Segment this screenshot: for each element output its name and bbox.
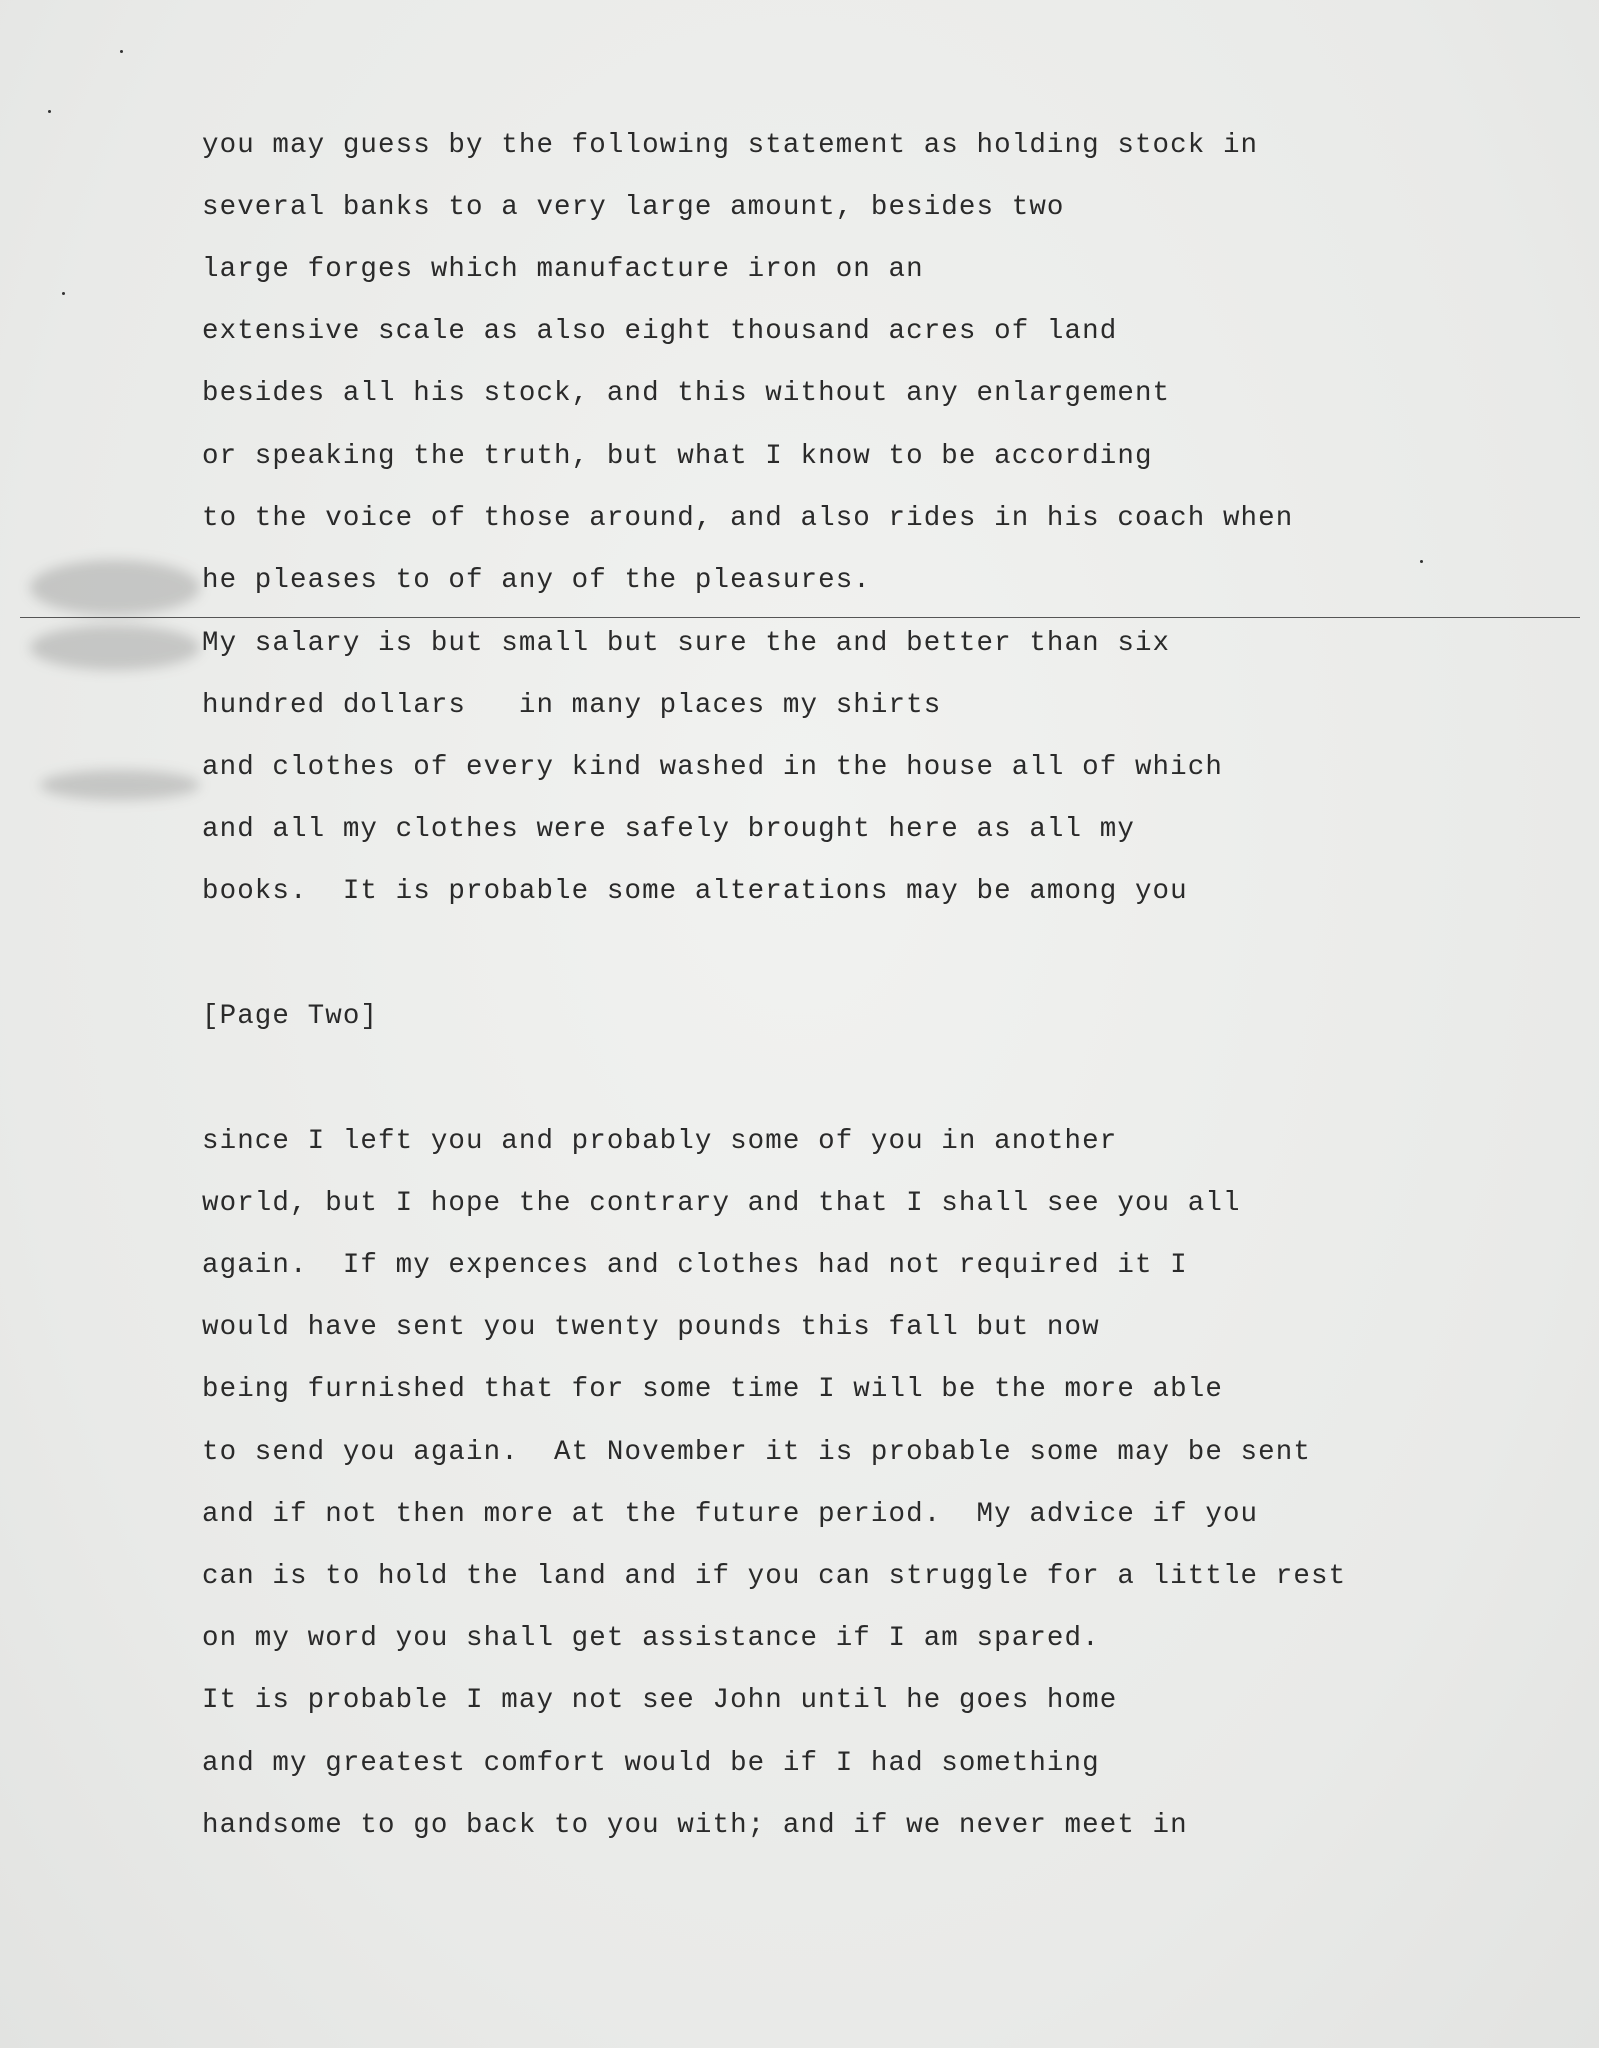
text-line: to send you again. At November it is probable some may be sent: [202, 1437, 1311, 1468]
text-line: he pleases to of any of the pleasures.: [202, 565, 871, 596]
text-line: can is to hold the land and if you can struggle for a little rest: [202, 1561, 1347, 1592]
text-line: again. If my expences and clothes had not required it I: [202, 1250, 1188, 1281]
text-line: being furnished that for some time I will be the more able: [202, 1374, 1223, 1405]
scan-speck: [1420, 560, 1423, 563]
text-line: since I left you and probably some of you in another: [202, 1126, 1118, 1157]
text-line: you may guess by the following statement as holding stock in: [202, 130, 1259, 161]
text-line: besides all his stock, and this without any enlargement: [202, 378, 1171, 409]
text-line: handsome to go back to you with; and if we never meet in: [202, 1810, 1188, 1841]
text-line: and if not then more at the future period. My advice if you: [202, 1499, 1259, 1530]
text-line: extensive scale as also eight thousand acres of land: [202, 316, 1118, 347]
scan-smudge: [30, 560, 200, 615]
horizontal-rule: [20, 617, 1580, 618]
text-line: My salary is but small but sure the and better than six: [202, 628, 1171, 659]
text-line: and my greatest comfort would be if I had something: [202, 1748, 1100, 1779]
text-line: large forges which manufacture iron on an: [202, 254, 924, 285]
text-line: and all my clothes were safely brought here as all my: [202, 814, 1135, 845]
scan-smudge: [30, 625, 200, 670]
text-line: and clothes of every kind washed in the house all of which: [202, 752, 1223, 783]
text-line: to the voice of those around, and also rides in his coach when: [202, 503, 1294, 534]
text-line: hundred dollars in many places my shirts: [202, 690, 942, 721]
scan-speck: [120, 50, 123, 53]
scan-speck: [48, 110, 51, 113]
scan-smudge: [40, 770, 200, 800]
text-line: several banks to a very large amount, besides two: [202, 192, 1065, 223]
page-marker: [Page Two]: [202, 1001, 379, 1032]
text-line: It is probable I may not see John until he goes home: [202, 1685, 1118, 1716]
text-line: on my word you shall get assistance if I am spared.: [202, 1623, 1100, 1654]
text-line: would have sent you twenty pounds this fall but now: [202, 1312, 1100, 1343]
text-line: world, but I hope the contrary and that I shall see you all: [202, 1188, 1241, 1219]
text-line: or speaking the truth, but what I know to be according: [202, 441, 1153, 472]
scan-speck: [62, 292, 65, 295]
text-line: books. It is probable some alterations may be among you: [202, 876, 1188, 907]
